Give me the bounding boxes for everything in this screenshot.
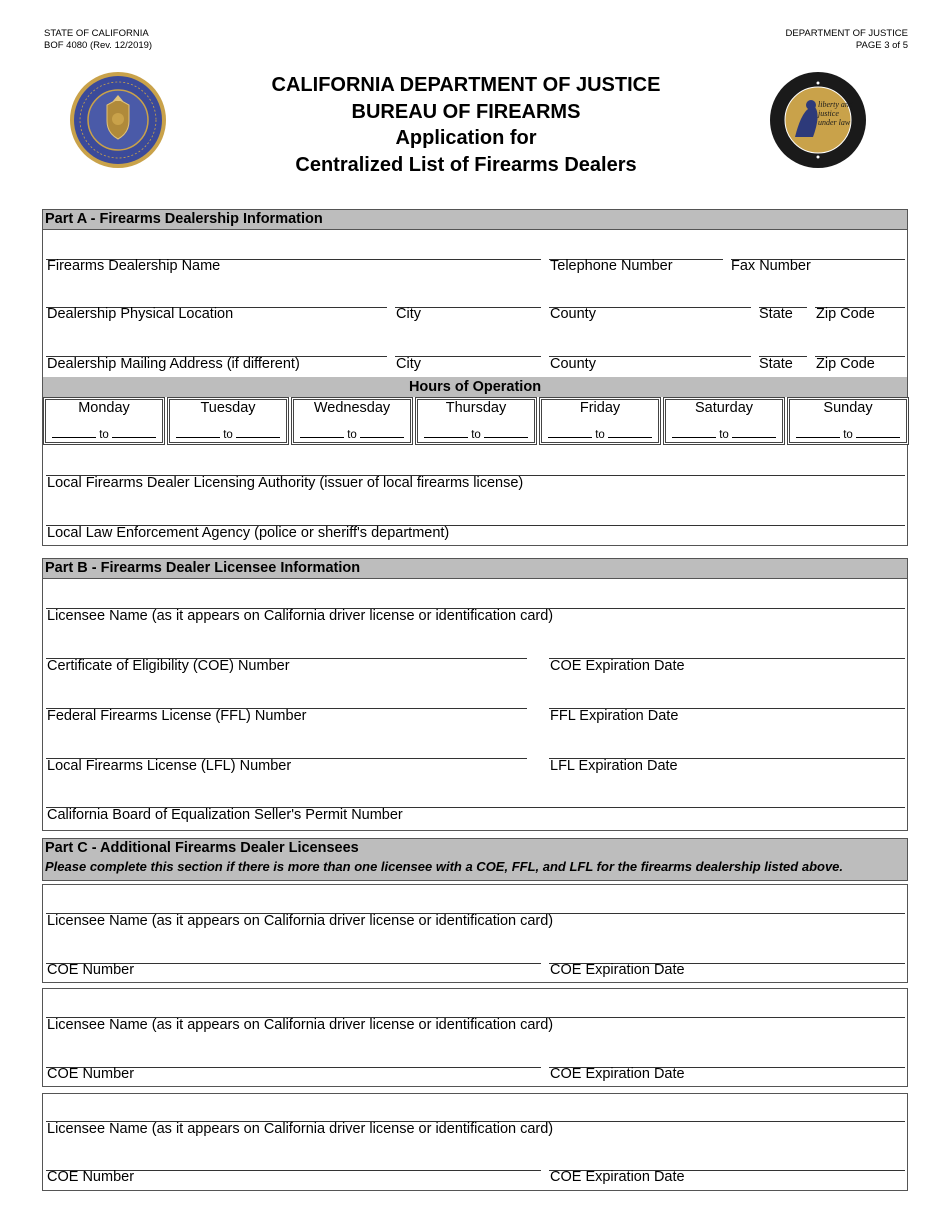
- licensee-name-label: Licensee Name (as it appears on California driver license or identification card): [47, 1017, 554, 1033]
- part-c-heading: Part C - Additional Firearms Dealer Licensees: [45, 840, 359, 856]
- title-line-3: Application for: [395, 127, 537, 149]
- physical-location-label: Dealership Physical Location: [47, 306, 234, 322]
- page-number: PAGE 3 of 5: [855, 40, 908, 51]
- hours-saturday[interactable]: [663, 397, 785, 445]
- hours-tuesday[interactable]: [167, 397, 289, 445]
- ffl-number-label: Federal Firearms License (FFL) Number: [47, 708, 307, 724]
- to-label: to: [719, 429, 729, 441]
- hours-monday[interactable]: [43, 397, 165, 445]
- hours-wednesday[interactable]: [291, 397, 413, 445]
- part-c-instruction: Please complete this section if there is more than one licensee with a COE, FFL, and LFL for the firearms dealership listed above.: [45, 859, 844, 874]
- hours-thursday[interactable]: [415, 397, 537, 445]
- day-name: Friday: [579, 400, 621, 416]
- licensing-authority-label: Local Firearms Dealer Licensing Authority (issuer of local firearms license): [47, 475, 524, 491]
- hours-range: [292, 428, 412, 441]
- physical-state-label: State: [759, 306, 793, 322]
- mailing-zip-label: Zip Code: [816, 356, 875, 372]
- physical-city-label: City: [396, 306, 421, 322]
- to-label: to: [347, 429, 357, 441]
- to-label: to: [471, 429, 481, 441]
- department-label: DEPARTMENT OF JUSTICE: [785, 28, 908, 39]
- part-a-heading: Part A - Firearms Dealership Information: [43, 210, 907, 230]
- hours-range: [540, 428, 660, 441]
- telephone-label: Telephone Number: [550, 258, 673, 274]
- hours-of-operation: [43, 377, 907, 447]
- physical-county-label: County: [550, 306, 596, 322]
- additional-licensee-2: [42, 988, 908, 1087]
- licensee-name-label: Licensee Name (as it appears on California driver license or identification card): [47, 913, 554, 929]
- coe-expiration-label: COE Expiration Date: [550, 1169, 685, 1185]
- coe-number-label: COE Number: [47, 1169, 135, 1185]
- part-a-section: [42, 209, 908, 546]
- header-right: [786, 28, 908, 52]
- law-enforcement-label: Local Law Enforcement Agency (police or sheriff's department): [47, 525, 450, 541]
- attorney-general-seal: [770, 72, 866, 168]
- title-line-1: CALIFORNIA DEPARTMENT OF JUSTICE: [271, 74, 661, 96]
- day-name: Wednesday: [313, 400, 391, 416]
- coe-expiration-label: COE Expiration Date: [550, 1066, 685, 1082]
- part-c-header: [42, 838, 908, 881]
- to-label: to: [595, 429, 605, 441]
- to-label: to: [843, 429, 853, 441]
- state-label: STATE OF CALIFORNIA: [44, 28, 149, 39]
- title-line-4: Centralized List of Firearms Dealers: [295, 153, 637, 176]
- licensee-name-label: Licensee Name (as it appears on California driver license or identification card): [47, 608, 554, 624]
- dealership-name-label: Firearms Dealership Name: [47, 258, 221, 274]
- ffl-expiration-label: FFL Expiration Date: [550, 708, 679, 724]
- coe-number-label: COE Number: [47, 962, 135, 978]
- title-line-2: BUREAU OF FIREARMS: [351, 100, 581, 123]
- coe-number-label: COE Number: [47, 1066, 135, 1082]
- part-b-section: [42, 558, 908, 831]
- day-name: Tuesday: [200, 400, 256, 416]
- sellers-permit-label: California Board of Equalization Seller's Permit Number: [47, 807, 403, 823]
- coe-number-label: Certificate of Eligibility (COE) Number: [47, 658, 290, 674]
- mailing-city-label: City: [396, 356, 421, 372]
- day-name: Thursday: [445, 400, 507, 416]
- fax-label: Fax Number: [731, 258, 811, 274]
- mailing-address-label: Dealership Mailing Address (if different): [47, 356, 300, 372]
- hours-range: [788, 428, 908, 441]
- hours-sunday[interactable]: [787, 397, 909, 445]
- bureau-of-firearms-seal-graphic: [73, 75, 163, 165]
- attorney-general-motto: liberty and justice under law: [818, 100, 853, 127]
- day-name: Monday: [78, 400, 130, 416]
- lfl-expiration-label: LFL Expiration Date: [550, 758, 678, 774]
- form-number: BOF 4080 (Rev. 12/2019): [44, 40, 153, 51]
- day-name: Saturday: [694, 400, 754, 416]
- additional-licensee-3: [42, 1093, 908, 1191]
- mailing-county-label: County: [550, 356, 596, 372]
- bureau-of-firearms-seal: [70, 72, 166, 168]
- licensee-name-label: Licensee Name (as it appears on California driver license or identification card): [47, 1121, 554, 1137]
- to-label: to: [99, 429, 109, 441]
- hours-heading: Hours of Operation: [43, 377, 907, 397]
- hours-range: [44, 428, 164, 441]
- day-name: Sunday: [823, 400, 873, 416]
- form-title: [200, 72, 732, 178]
- physical-zip-label: Zip Code: [816, 306, 875, 322]
- coe-expiration-label: COE Expiration Date: [550, 962, 685, 978]
- hours-range: [168, 428, 288, 441]
- mailing-state-label: State: [759, 356, 793, 372]
- additional-licensee-1: [42, 884, 908, 983]
- hours-range: [664, 428, 784, 441]
- coe-expiration-label: COE Expiration Date: [550, 658, 685, 674]
- hours-range: [416, 428, 536, 441]
- lfl-number-label: Local Firearms License (LFL) Number: [47, 758, 292, 774]
- part-b-heading: Part B - Firearms Dealer Licensee Information: [43, 559, 907, 579]
- hours-friday[interactable]: [539, 397, 661, 445]
- to-label: to: [223, 429, 233, 441]
- header-left: [44, 28, 152, 52]
